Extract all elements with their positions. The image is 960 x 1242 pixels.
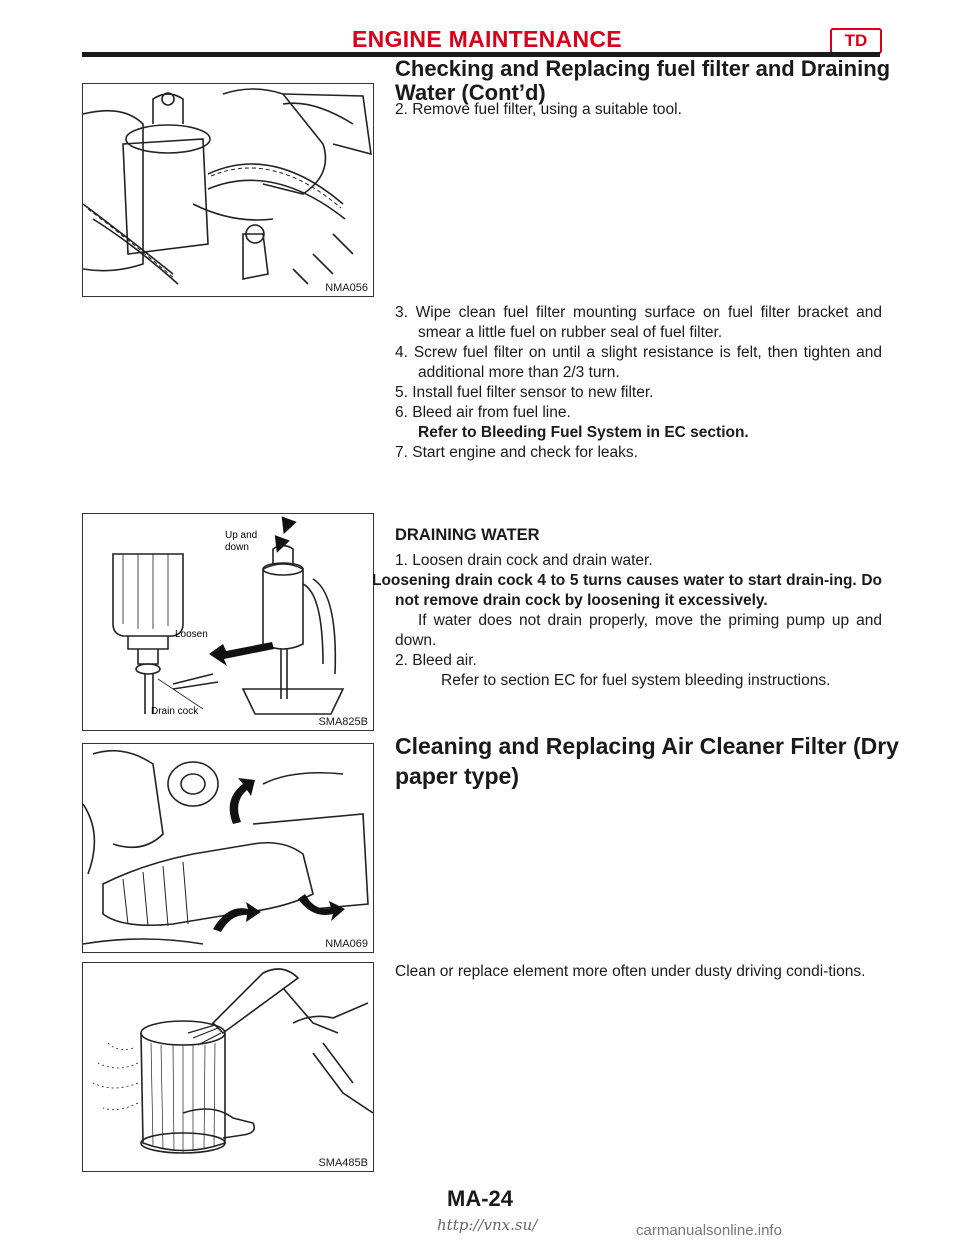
step-remove-filter: [395, 100, 882, 120]
watermark: carmanualsonline.info: [636, 1222, 782, 1239]
air-gun-cleaning-illustration-icon: [83, 963, 373, 1171]
body-text: Clean or replace element more often under dusty driving condi-tions.: [395, 963, 866, 980]
figure-code: SMA825B: [318, 716, 368, 728]
figure-fuel-filter-removal: [82, 83, 374, 297]
section-title-line: Checking and Replacing fuel filter and Draining: [395, 56, 891, 81]
fuel-filter-illustration-icon: [83, 84, 373, 296]
label-up-down: down: [225, 542, 249, 553]
step-text: 1. Loosen drain cock and drain water.: [395, 552, 653, 569]
warning-text: Loosening drain cock 4 to 5 turns causes water to start drain-ing. Do not remove drain cock by loosening it excessively.: [372, 572, 882, 609]
section-title-fuel-filter: [395, 57, 890, 105]
figure-code: NMA056: [325, 282, 368, 294]
figure-air-cleaner-removal: [82, 743, 374, 953]
label-up-down: Up and: [225, 530, 258, 541]
step-text: 7. Start engine and check for leaks.: [395, 444, 638, 461]
steps-install-filter: [395, 303, 882, 463]
step-text: 4. Screw fuel filter on until a slight resistance is felt, then tighten and additional more than 2/3 turn.: [395, 344, 882, 381]
section-title-air-cleaner: [395, 731, 899, 791]
step-text: 6. Bleed air from fuel line.: [395, 404, 571, 421]
label-drain-cock: Drain cock: [151, 706, 199, 717]
draining-water-section: [372, 525, 882, 691]
air-cleaner-illustration-icon: [83, 744, 373, 952]
figure-code: NMA069: [325, 938, 368, 950]
page-number: MA-24: [447, 1186, 514, 1211]
figure-air-cleaner-cleaning: [82, 962, 374, 1172]
figure-draining-water: [82, 513, 374, 731]
drain-cock-illustration-icon: [83, 514, 373, 730]
page-header-title: ENGINE MAINTENANCE: [352, 26, 622, 52]
step-note: Refer to section EC for fuel system bleeding instructions.: [441, 672, 831, 689]
subsection-title: DRAINING WATER: [395, 526, 540, 544]
step-note: Refer to Bleeding Fuel System in EC section.: [418, 424, 749, 441]
step-text: 2. Remove fuel filter, using a suitable tool.: [395, 101, 682, 118]
step-note: If water does not drain properly, move the priming pump up and down.: [395, 612, 882, 649]
label-loosen: Loosen: [175, 629, 208, 640]
step-text: 3. Wipe clean fuel filter mounting surface on fuel filter bracket and smear a little fuel on rubber seal of fuel filter.: [395, 304, 882, 341]
step-text: 2. Bleed air.: [395, 652, 477, 669]
section-title-line: Water (Cont’d): [395, 80, 546, 105]
section-title-line: paper type): [395, 763, 519, 789]
footer-link[interactable]: http://vnx.su/: [437, 1216, 538, 1234]
step-text: 5. Install fuel filter sensor to new filter.: [395, 384, 654, 401]
figure-code: SMA485B: [318, 1157, 368, 1169]
air-cleaner-text: [395, 962, 882, 982]
section-badge: TD: [830, 28, 882, 54]
section-title-line: Cleaning and Replacing Air Cleaner Filter (Dry: [395, 733, 899, 759]
